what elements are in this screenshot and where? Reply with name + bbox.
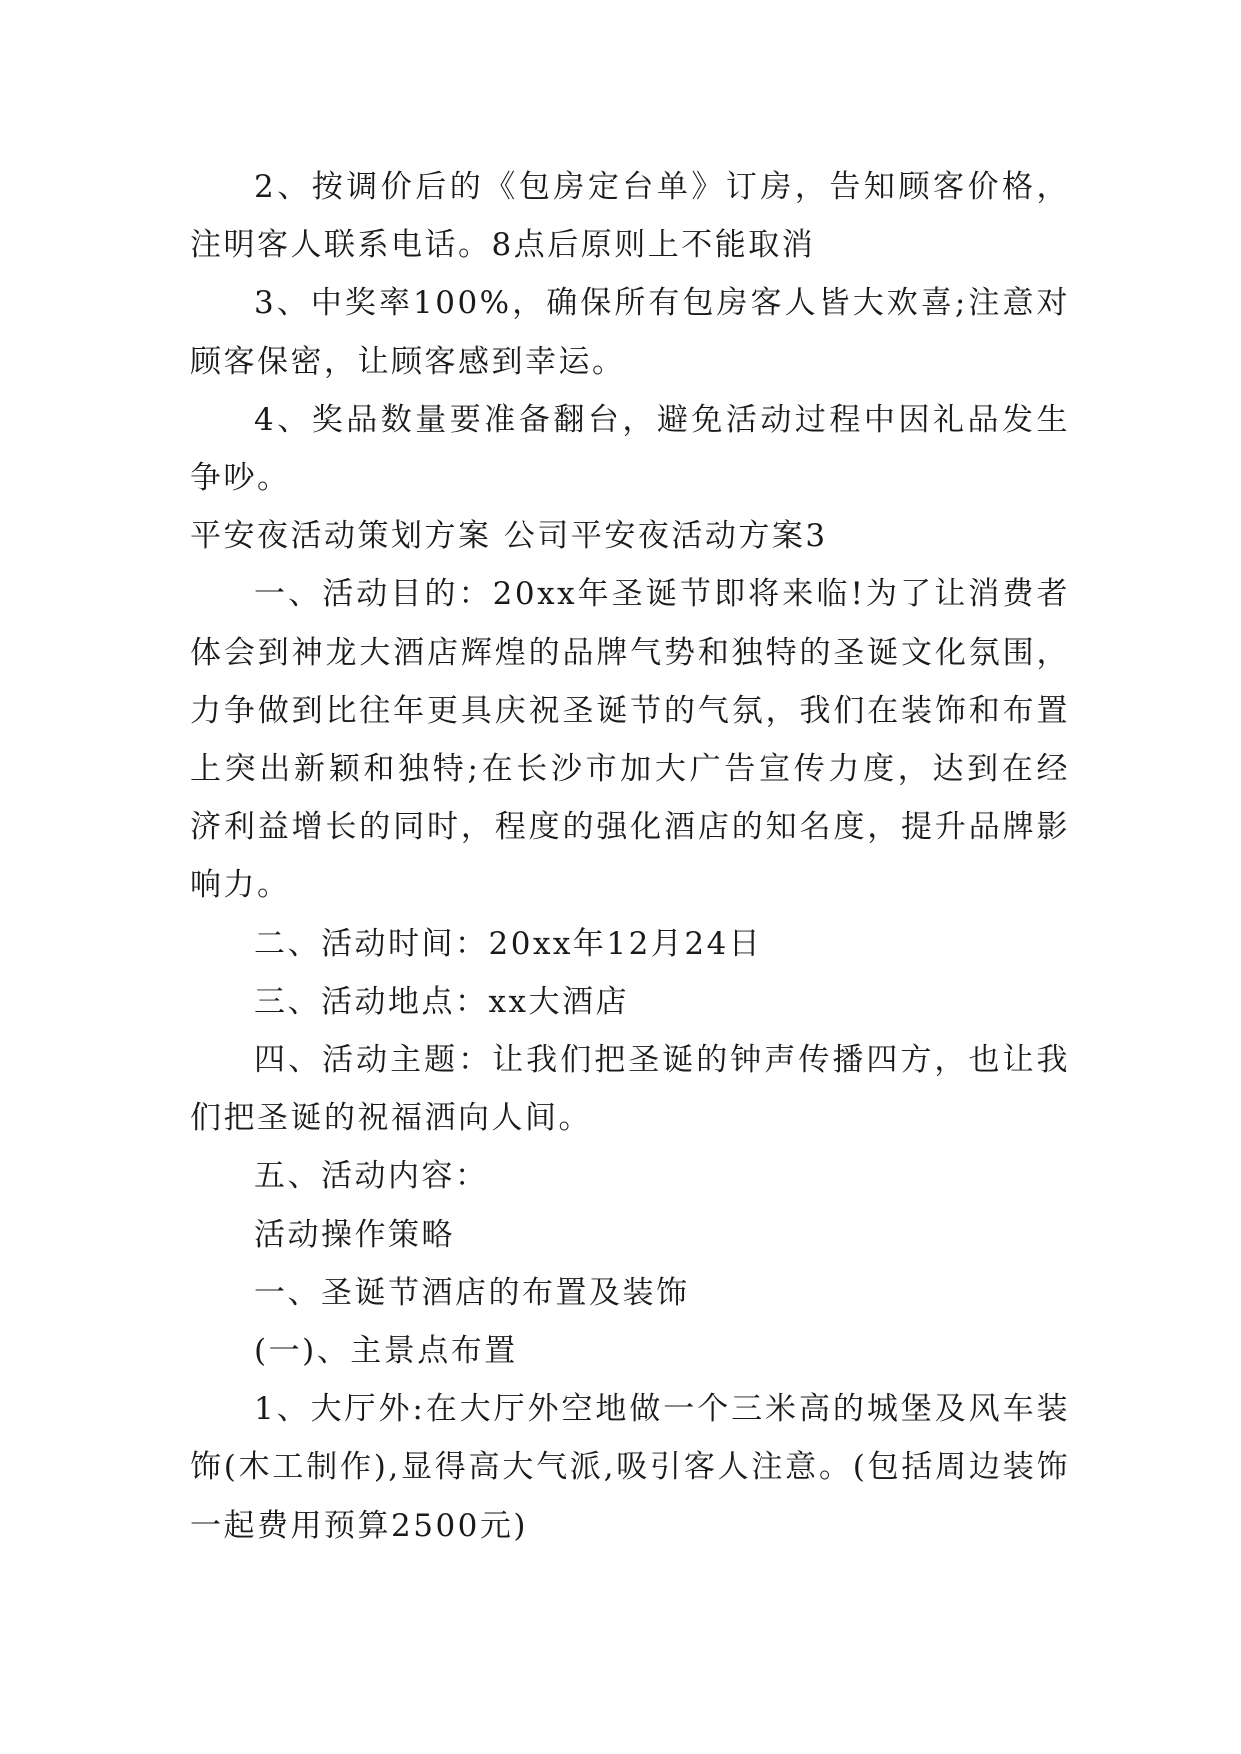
paragraph-activity-location: 三、活动地点：xx大酒店 (254, 983, 629, 1020)
paragraph-activity-theme: 四、活动主题：让我们把圣诞的钟声传播四方，也让我们把圣诞的祝福洒向人间。 (190, 1042, 1070, 1137)
section-title: 平安夜活动策划方案 公司平安夜活动方案3 (190, 518, 828, 555)
document-body (190, 158, 1070, 1555)
paragraph-main-scene-heading: (一)、主景点布置 (254, 1333, 518, 1370)
paragraph-winning-rate: 3、中奖率100%，确保所有包房客人皆大欢喜;注意对顾客保密，让顾客感到幸运。 (190, 285, 1070, 380)
paragraph-decoration-heading: 一、圣诞节酒店的布置及装饰 (254, 1274, 690, 1311)
paragraph-operation-strategy: 活动操作策略 (254, 1216, 455, 1253)
paragraph-lobby-decoration: 1、大厅外:在大厅外空地做一个三米高的城堡及风车装饰(木工制作),显得高大气派,吸引客人注意。(包括周边装饰一起费用预算2500元) (190, 1391, 1070, 1544)
paragraph-activity-time: 二、活动时间：20xx年12月24日 (254, 925, 763, 962)
paragraph-prize-quantity: 4、奖品数量要准备翻台，避免活动过程中因礼品发生争吵。 (190, 401, 1070, 497)
paragraph-activity-content: 五、活动内容： (254, 1158, 489, 1195)
paragraph-reservation-rule: 2、按调价后的《包房定台单》订房，告知顾客价格，注明客人联系电话。8点后原则上不能取消 (190, 169, 1070, 264)
paragraph-activity-purpose: 一、活动目的：20xx年圣诞节即将来临!为了让消费者体会到神龙大酒店辉煌的品牌气势和独特的圣诞文化氛围，力争做到比往年更具庆祝圣诞节的气氛，我们在装饰和布置上突出新颖和独特;在长沙市加大广告宣传力度，达到在经济利益增长的同时，程度的强化酒店的知名度，提升品牌影响力。 (190, 576, 1070, 904)
